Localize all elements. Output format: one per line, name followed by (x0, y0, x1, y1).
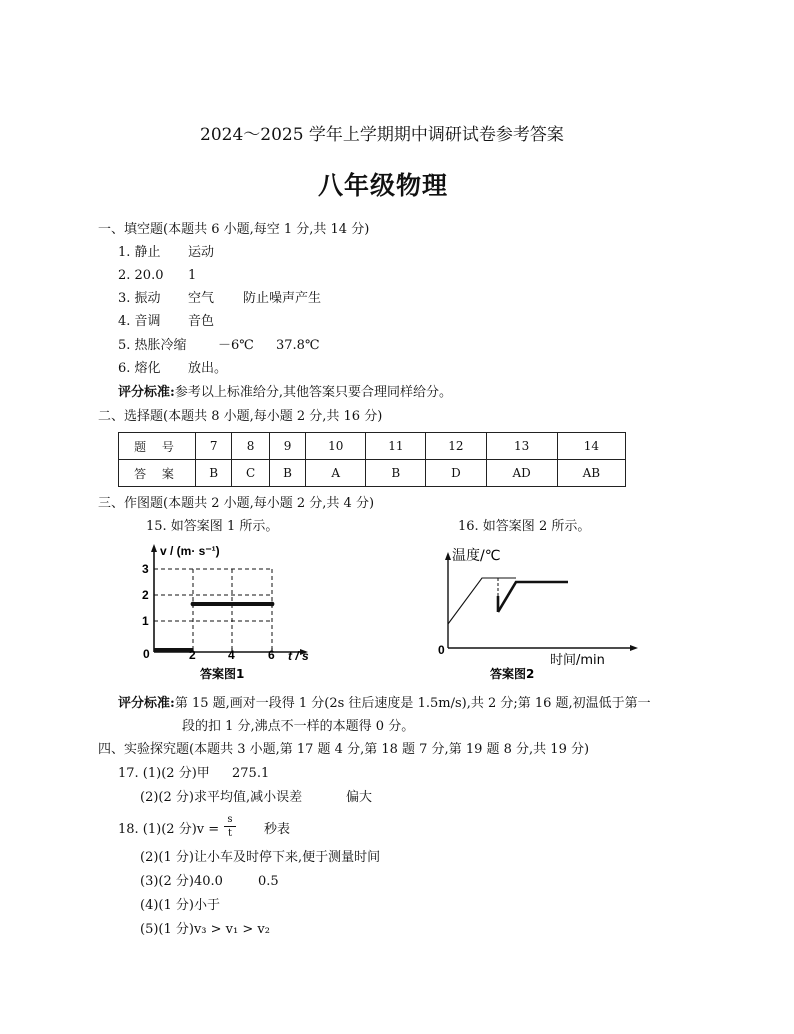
section1-heading: 一、填空题(本题共 6 小题,每空 1 分,共 14 分) (98, 222, 370, 237)
origin-label: 0 (438, 643, 445, 657)
table-header-cell: 答 案 (119, 460, 196, 487)
segment-start-point (191, 602, 196, 607)
answer-5-num: 5. 热胀冷缩 (118, 338, 187, 353)
y-tick-1: 1 (142, 614, 149, 628)
answer-4-num: 4. 音调 (118, 314, 161, 329)
y-axis-label: 温度/℃ (452, 548, 501, 564)
answer-3-b: 防止噪声产生 (243, 291, 322, 306)
q18-part5: (5)(1 分)v₃ > v₁ > v₂ (140, 922, 270, 937)
answer-5-b: 37.8℃ (276, 338, 320, 353)
x-axis-arrow (630, 645, 638, 651)
table-cell: 10 (306, 433, 366, 460)
answer-figure-2 (432, 540, 662, 685)
x-axis-label: t / s (288, 649, 309, 663)
question-15: 15. 如答案图 1 所示。 (146, 519, 279, 534)
answer-figure-1 (140, 540, 340, 685)
q17-part1-value: 275.1 (232, 766, 270, 781)
y-axis-label: v / (m· s⁻¹) (160, 544, 220, 558)
q18-part3-value: 0.5 (258, 874, 279, 889)
table-cell: 12 (426, 433, 486, 460)
section3-criteria-line2: 段的扣 1 分,沸点不一样的本题得 0 分。 (182, 719, 415, 734)
table-header-cell: 题 号 (119, 433, 196, 460)
criteria-label: 评分标准: (118, 696, 175, 711)
answer-table (118, 432, 626, 487)
question-16: 16. 如答案图 2 所示。 (458, 519, 591, 534)
y-axis-arrow (151, 544, 157, 552)
table-cell: B (269, 460, 305, 487)
table-cell: 8 (232, 433, 270, 460)
section3-criteria (118, 696, 651, 712)
q17-part1: 17. (1)(2 分)甲 (118, 766, 210, 781)
section1-criteria (118, 385, 452, 401)
x-tick-2: 2 (189, 648, 196, 662)
table-cell: B (366, 460, 426, 487)
answer-3-a: 空气 (188, 291, 215, 306)
criteria-label: 评分标准: (118, 385, 175, 400)
figure-1-caption: 答案图1 (200, 667, 245, 681)
answer-3-num: 3. 振动 (118, 291, 161, 306)
y-tick-3: 3 (142, 562, 149, 576)
answer-6-a: 放出。 (188, 361, 228, 376)
table-cell: A (306, 460, 366, 487)
answer-2-a: 1 (188, 268, 197, 283)
answer-1-a: 运动 (188, 245, 215, 260)
section4-heading: 四、实验探究题(本题共 3 小题,第 17 题 4 分,第 18 题 7 分,第 19 题 8 分,共 19 分) (98, 742, 590, 757)
segment-end-point (270, 602, 275, 607)
section3-heading: 三、作图题(本题共 2 小题,每小题 2 分,共 4 分) (98, 496, 375, 511)
answer-4-a: 音色 (188, 314, 215, 329)
y-tick-2: 2 (142, 588, 149, 602)
table-cell: 9 (269, 433, 305, 460)
x-axis-label: 时间/min (550, 653, 605, 668)
q18-part3: (3)(2 分)40.0 (140, 874, 223, 889)
table-cell: C (232, 460, 270, 487)
formula-fraction (224, 814, 236, 839)
table-cell: 14 (557, 433, 625, 460)
figure-2-caption: 答案图2 (490, 667, 535, 681)
table-cell: B (196, 460, 232, 487)
fraction-denominator: t (227, 828, 233, 839)
origin-label: 0 (143, 647, 150, 661)
table-cell: 7 (196, 433, 232, 460)
q18-part4: (4)(1 分)小于 (140, 898, 220, 913)
q17-part2: (2)(2 分)求平均值,减小误差 (140, 790, 303, 805)
x-tick-4: 4 (228, 648, 235, 662)
page-title: 八年级物理 (318, 171, 449, 200)
fraction-bar (224, 826, 236, 827)
answer-1-num: 1. 静止 (118, 245, 161, 260)
fraction-numerator: s (227, 814, 233, 825)
criteria-text: 参考以上标准给分,其他答案只要合理同样给分。 (174, 385, 452, 400)
q18-part1-value: 秒表 (264, 822, 291, 837)
criteria-text-line1: 第 15 题,画对一段得 1 分(2s 往后速度是 1.5m/s),共 2 分;第 16 题,初温低于第一 (174, 696, 651, 711)
q18-part1: 18. (1)(2 分)v = (118, 822, 220, 837)
q17-part2-value: 偏大 (346, 790, 373, 805)
answer-5-a: －6℃ (218, 338, 254, 353)
table-cell: 13 (486, 433, 557, 460)
y-axis-arrow (445, 552, 451, 560)
answer-6-num: 6. 熔化 (118, 361, 161, 376)
answer-curve (498, 582, 568, 612)
exam-subtitle: 2024～2025 学年上学期期中调研试卷参考答案 (200, 125, 564, 145)
table-row (119, 460, 626, 487)
table-cell: AD (486, 460, 557, 487)
table-row (119, 433, 626, 460)
table-cell: 11 (366, 433, 426, 460)
x-tick-6: 6 (268, 648, 275, 662)
q18-part2: (2)(1 分)让小车及时停下来,便于测量时间 (140, 850, 381, 865)
table-cell: D (426, 460, 486, 487)
table-cell: AB (557, 460, 625, 487)
grid-lines (154, 569, 272, 652)
answer-2-num: 2. 20.0 (118, 268, 164, 283)
section2-heading: 二、选择题(本题共 8 小题,每小题 2 分,共 16 分) (98, 409, 383, 424)
